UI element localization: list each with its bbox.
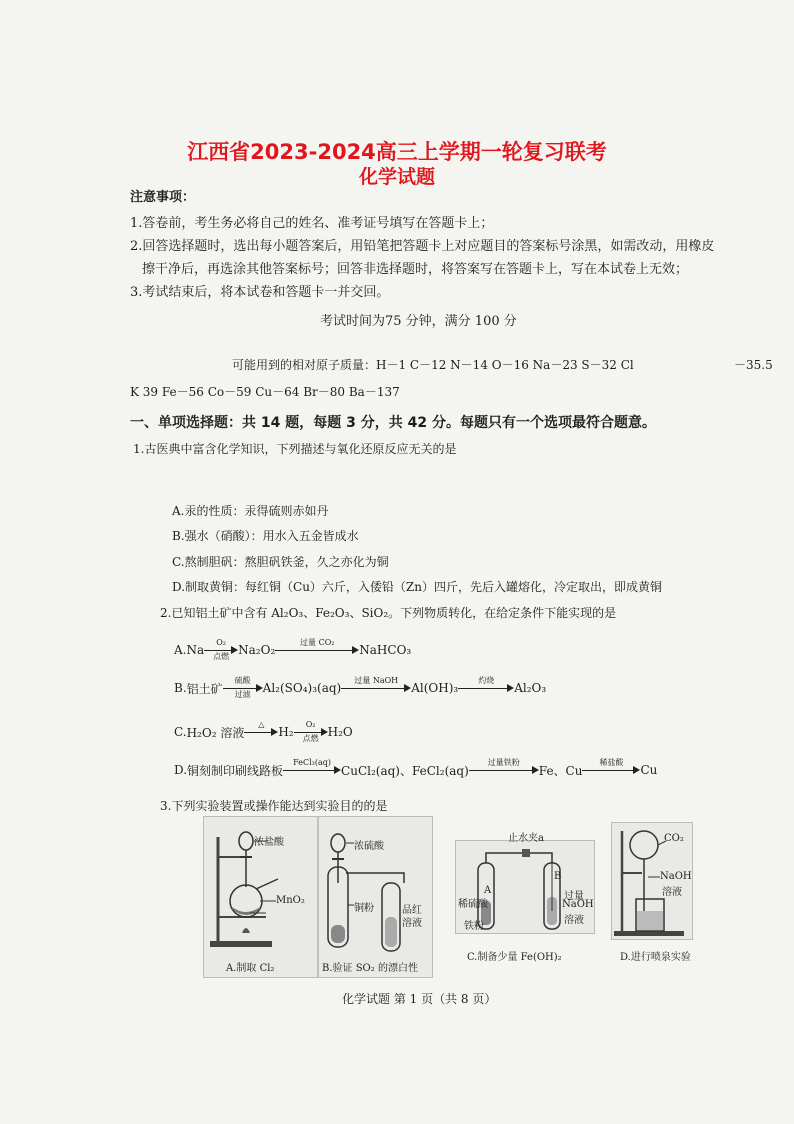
q2a-arrow-1 <box>204 638 238 662</box>
q2b-cond-3a: 灼烧 <box>478 676 495 685</box>
fig-c-label-a: A <box>484 885 492 896</box>
q2b-arrow-1 <box>223 676 263 700</box>
notice-heading: 注意事项： <box>130 190 196 205</box>
q1-option-b: B.强水（硝酸）：用水入五金皆成水 <box>172 529 359 543</box>
q2d-cond-2a: 过量铁粉 <box>487 758 520 767</box>
fig-c-label-4: NaOH <box>562 899 594 910</box>
fig-c-caption: C.制备少量 Fe(OH)₂ <box>467 952 562 963</box>
q2a-substance-2: Na₂O₂ <box>238 643 276 657</box>
section-heading: 一、单项选择题：共 14 题，每题 3 分，共 42 分。每题只有一个选项最符合题意。 <box>130 415 656 431</box>
q2d-label: D. <box>174 763 188 777</box>
q2b-substance-1: 铝土矿 <box>186 681 223 696</box>
q2c-substance-1: H₂O₂ 溶液 <box>186 725 245 740</box>
q2d-cond-3a: 稀盐酸 <box>599 758 624 767</box>
q3-figure-ab <box>203 816 433 978</box>
q2a-substance-1: Na <box>186 643 205 657</box>
q2-stem: 2.已知铝土矿中含有 Al₂O₃、Fe₂O₃、SiO₂。下列物质转化，在给定条件下能实现的是 <box>160 606 617 620</box>
q2d-substance-3: Fe、Cu <box>538 763 583 778</box>
q2c-label: C. <box>174 725 187 739</box>
q2b-label: B. <box>174 681 187 695</box>
q3-figure-c <box>455 833 595 934</box>
q2-option-c <box>174 720 353 744</box>
fig-a-label-1: 浓盐酸 <box>254 837 284 848</box>
fig-b-label-3: 品红 <box>402 905 422 916</box>
q2c-arrow-1 <box>244 720 278 744</box>
exam-title: 江西省2023-2024高三上学期一轮复习联考 <box>187 140 607 164</box>
q2b-cond-1a: 硫酸 <box>234 676 251 685</box>
fig-d-label-2: NaOH <box>660 871 692 882</box>
exam-time-info: 考试时间为75 分钟，满分 100 分 <box>320 314 517 329</box>
fig-c-label-2: 铁粉 <box>464 921 484 932</box>
q2d-arrow-3 <box>582 758 640 782</box>
q1-option-d: D.制取黄铜：每红铜（Cu）六斤，入倭铅（Zn）四斤，先后入罐熔化，冷定取出，即成黄铜 <box>172 580 662 594</box>
page-footer: 化学试题 第 1 页（共 8 页） <box>342 992 497 1006</box>
notice-item-2b: 擦干净后，再选涂其他答案标号；回答非选择题时，将答案写在答题卡上，写在本试卷上无效； <box>142 262 689 277</box>
q2a-cond-2a: 过量 CO₂ <box>300 638 335 647</box>
q1-option-a: A.汞的性质：汞得硫则赤如丹 <box>172 504 329 518</box>
fig-b-label-2: 铜粉 <box>354 903 374 914</box>
q2b-cond-1b: 过滤 <box>234 690 251 699</box>
q2a-substance-3: NaHCO₃ <box>359 643 412 657</box>
q2-option-b <box>174 676 546 700</box>
q2b-arrow-2 <box>341 676 411 700</box>
fig-b-label-4: 溶液 <box>402 918 422 929</box>
apparatus-ab-diagram <box>204 817 432 977</box>
fig-a-label-2: MnO₂ <box>276 895 305 906</box>
q2d-cond-1a: FeCl₃(aq) <box>293 758 331 767</box>
q2b-substance-3: Al(OH)₃ <box>411 681 459 695</box>
fig-b-label-1: 浓硫酸 <box>354 841 384 852</box>
notice-item-3: 3.考试结束后，将本试卷和答题卡一并交回。 <box>130 285 390 300</box>
fig-c-label-3: 过量 <box>564 891 584 902</box>
q2d-substance-2: CuCl₂(aq)、FeCl₂(aq) <box>341 763 469 778</box>
q2c-cond-1a: △ <box>258 720 265 729</box>
q2b-substance-2: Al₂(SO₄)₃(aq) <box>262 681 342 695</box>
q2-option-d <box>174 758 657 782</box>
q2c-substance-2: H₂ <box>278 725 294 739</box>
q2c-cond-2b: 点燃 <box>302 734 319 743</box>
atomic-mass-line-1: 可能用到的相对原子质量：H－1 C－12 N－14 O－16 Na－23 S－32 Cl <box>232 358 634 372</box>
q2c-arrow-2 <box>294 720 328 744</box>
q2b-cond-2a: 过量 NaOH <box>354 676 399 685</box>
q2b-substance-4: Al₂O₃ <box>514 681 547 695</box>
q2d-substance-4: Cu <box>640 763 658 777</box>
fig-d-label-1: CO₂ <box>664 833 684 844</box>
q2a-label: A. <box>174 643 187 657</box>
q2a-cond-1a: O₂ <box>216 638 227 647</box>
notice-item-1: 1.答卷前，考生务必将自己的姓名、准考证号填写在答题卡上； <box>130 216 494 231</box>
q3-stem: 3.下列实验装置或操作能达到实验目的的是 <box>160 799 388 813</box>
q2c-cond-2a: O₂ <box>305 720 316 729</box>
q2d-arrow-1 <box>283 758 341 782</box>
notice-item-2a: 2.回答选择题时，选出每小题答案后，用铅笔把答题卡上对应题目的答案标号涂黑，如需改动，用橡皮 <box>130 239 715 254</box>
q2d-substance-1: 铜刻制印刷线路板 <box>187 763 284 778</box>
exam-subtitle: 化学试题 <box>358 166 435 188</box>
fig-c-label-0: 止水夹a <box>508 833 544 844</box>
fig-c-label-5: 溶液 <box>564 915 584 926</box>
fig-d-label-3: 溶液 <box>662 887 682 898</box>
q2a-arrow-2 <box>275 638 359 662</box>
q2b-arrow-3 <box>458 676 514 700</box>
atomic-mass-line-2: K 39 Fe－56 Co－59 Cu－64 Br－80 Ba－137 <box>130 385 400 399</box>
q1-option-c: C.熬制胆矾：熬胆矾铁釜，久之亦化为铜 <box>172 555 389 569</box>
fig-c-label-1: 稀硫酸 <box>458 899 488 910</box>
fig-d-caption: D.进行喷泉实验 <box>620 952 691 963</box>
q2a-cond-1b: 点燃 <box>213 652 230 661</box>
fig-b-caption: B.验证 SO₂ 的漂白性 <box>322 963 418 974</box>
q2c-substance-3: H₂O <box>327 725 353 739</box>
q2-option-a <box>174 638 411 662</box>
q1-stem: 1.古医典中富含化学知识，下列描述与氧化还原反应无关的是 <box>133 442 457 456</box>
fig-a-caption: A.制取 Cl₂ <box>226 963 275 974</box>
atomic-mass-line-1-tail: －35.5 <box>734 358 773 372</box>
q3-figure-d <box>611 822 693 940</box>
q2d-arrow-2 <box>469 758 539 782</box>
fig-c-label-b: B <box>554 871 562 882</box>
